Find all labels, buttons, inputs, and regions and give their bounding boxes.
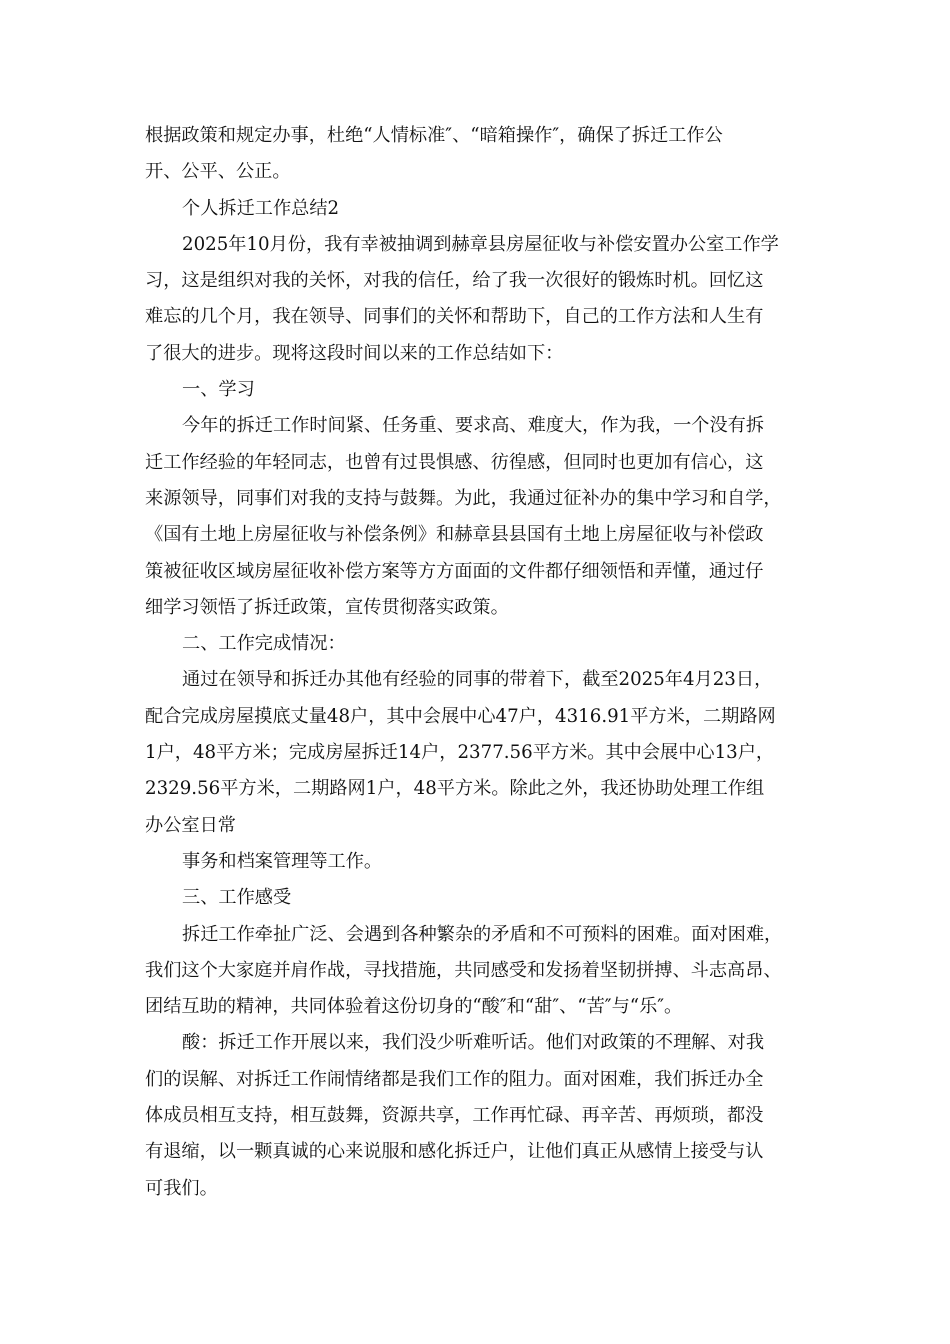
text-line: 事务和档案管理等工作。 — [182, 850, 383, 872]
text-line: 细学习领悟了拆迁政策，宣传贯彻落实政策。 — [145, 596, 509, 618]
text-line: 团结互助的精神，共同体验着这份切身的“酸″和“甜″、“苦″与“乐″。 — [145, 996, 683, 1018]
text-line: 通过在领导和拆迁办其他有经验的同事的带着下，截至2025年4月23日， — [182, 669, 773, 691]
text-line: 开、公平、公正。 — [145, 161, 291, 183]
text-line: 个人拆迁工作总结2 — [182, 197, 340, 219]
text-line: 有退缩，以一颗真诚的心来说服和感化拆迁户，让他们真正从感情上接受与认 — [145, 1141, 764, 1163]
text-line: 难忘的几个月，我在领导、同事们的关怀和帮助下，自己的工作方法和人生有 — [145, 306, 764, 328]
text-line: 今年的拆迁工作时间紧、任务重、要求高、难度大，作为我，一个没有拆 — [182, 415, 765, 437]
text-line: 我们这个大家庭并肩作战，寻找措施，共同感受和发扬着坚韧拼搏、斗志高昂、 — [145, 959, 782, 981]
text-line: 习，这是组织对我的关怀，对我的信任，给了我一次很好的锻炼时机。回忆这 — [145, 270, 764, 292]
text-line: 拆迁工作牵扯广泛、会遇到各种繁杂的矛盾和不可预料的困难。面对困难， — [182, 923, 783, 945]
document-body — [145, 118, 805, 1207]
text-line: 二、工作完成情况： — [182, 633, 346, 655]
text-line: 《国有土地上房屋征收与补偿条例》和赫章县县国有土地上房屋征收与补偿政 — [145, 524, 764, 546]
text-line: 酸：拆迁工作开展以来，我们没少听难听话。他们对政策的不理解、对我 — [182, 1032, 765, 1054]
text-line: 了很大的进步。现将这段时间以来的工作总结如下： — [145, 342, 564, 364]
text-line: 2329.56平方米，二期路网1户，48平方米。除此之外，我还协助处理工作组 — [145, 778, 765, 800]
text-line: 们的误解、对拆迁工作闹情绪都是我们工作的阻力。面对困难，我们拆迁办全 — [145, 1068, 764, 1090]
text-line: 配合完成房屋摸底丈量48户，其中会展中心47户，4316.91平方米，二期路网 — [145, 705, 776, 727]
text-line: 体成员相互支持，相互鼓舞，资源共享，工作再忙碌、再辛苦、再烦琐，都没 — [145, 1105, 764, 1127]
text-line: 迁工作经验的年轻同志，也曾有过畏惧感、彷徨感，但同时也更加有信心，这 — [145, 451, 764, 473]
text-line: 三、工作感受 — [182, 887, 292, 909]
text-line: 2025年10月份，我有幸被抽调到赫章县房屋征收与补偿安置办公室工作学 — [182, 233, 779, 255]
text-line: 办公室日常 — [145, 814, 236, 836]
text-line: 根据政策和规定办事，杜绝“人情标准″、“暗箱操作″，确保了拆迁工作公 — [145, 125, 723, 146]
text-line: 来源领导，同事们对我的支持与鼓舞。为此，我通过征补办的集中学习和自学， — [145, 487, 782, 509]
text-line: 一、学习 — [182, 379, 255, 401]
text-line: 1户，48平方米；完成房屋拆迁14户，2377.56平方米。其中会展中心13户， — [145, 742, 775, 764]
text-line: 可我们。 — [145, 1177, 218, 1199]
text-line: 策被征收区域房屋征收补偿方案等方方面面的文件都仔细领悟和弄懂，通过仔 — [145, 560, 764, 582]
